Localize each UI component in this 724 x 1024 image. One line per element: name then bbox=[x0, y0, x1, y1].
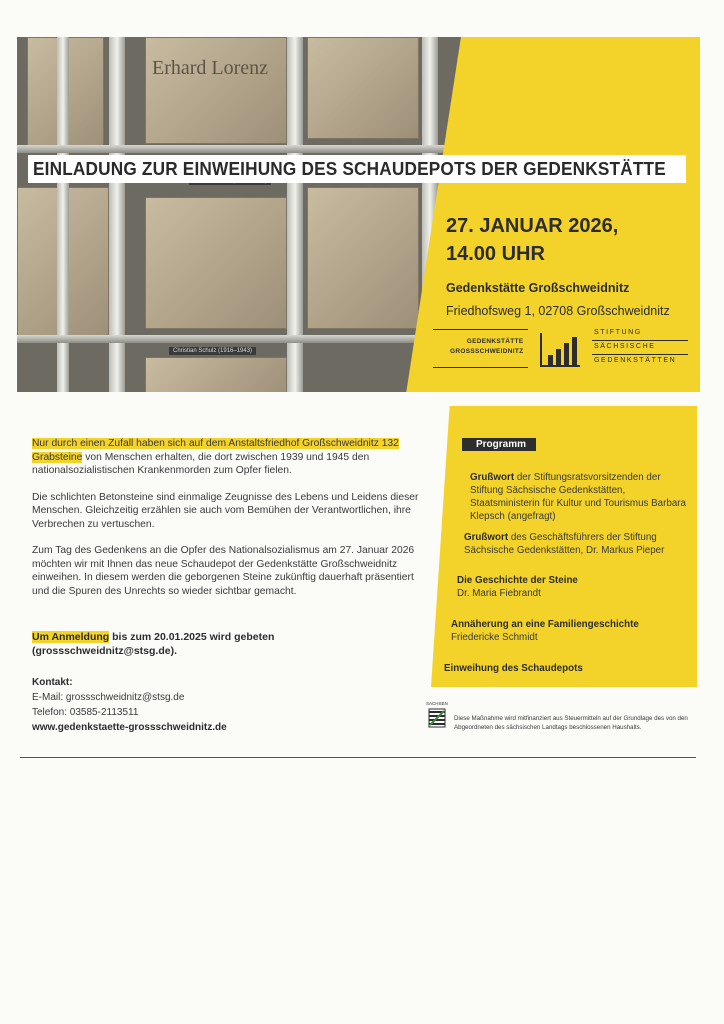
programm-label: Programm bbox=[462, 438, 536, 451]
event-date-block bbox=[446, 212, 618, 268]
intro-paragraph-3: Zum Tag des Gedenkens an die Opfer des Nationalsozialismus am 27. Januar 2026 möchten wir mit Ihnen das neue Schaudepot der Gedenkstätte Großschweidnitz einweihen. In diesem werden die geborgenen Steine zukünftig dauerhaft präsentiert und die Spuren des Unrechts so wieder sichtbar gemacht. bbox=[32, 545, 415, 597]
logo-text: SÄCHSISCHE bbox=[594, 343, 656, 350]
logo-text: GEDENKSTÄTTEN bbox=[594, 357, 677, 364]
registration-deadline: bis zum 20.01.2025 wird gebeten bbox=[109, 631, 275, 643]
programm-item bbox=[444, 662, 684, 675]
programm-item-title: Grußwort bbox=[464, 532, 509, 543]
programm-item-text: Friedericke Schmidt bbox=[451, 632, 538, 643]
event-time: 14.00 UHR bbox=[446, 243, 545, 265]
page-title: EINLADUNG ZUR EINWEIHUNG DES SCHAUDEPOTS DER GEDENKSTÄTTE bbox=[33, 158, 666, 179]
steel-rail bbox=[17, 145, 487, 153]
logo-text: GROSSSCHWEIDNITZ bbox=[450, 348, 524, 355]
bottom-divider bbox=[20, 757, 696, 758]
intro-highlight: Nur durch einen Zufall haben sich auf dem Anstaltsfriedhof Großschweidnitz 132 Grabsteine bbox=[32, 438, 399, 463]
logo-divider bbox=[433, 329, 528, 330]
logo-divider bbox=[433, 367, 528, 368]
programm-item bbox=[451, 618, 691, 644]
finance-note: Diese Maßnahme wird mitfinanziert aus Steuermitteln auf der Grundlage des von den Abgeordneten des sächsischen Landtags beschlossenen Haushalts. bbox=[454, 715, 688, 731]
contact-email[interactable]: E-Mail: grossschweidnitz@stsg.de bbox=[32, 692, 185, 703]
gravestone bbox=[145, 37, 287, 144]
programm-item-text: Dr. Maria Fiebrandt bbox=[457, 588, 541, 599]
gravestone bbox=[145, 197, 287, 329]
registration-email[interactable]: (grossschweidnitz@stsg.de). bbox=[32, 645, 178, 657]
programm-item-title: Die Geschichte der Steine bbox=[457, 575, 578, 586]
contact-heading: Kontakt: bbox=[32, 677, 73, 688]
stiftung-logo-icon bbox=[540, 333, 580, 367]
sachsen-label: SACHSEN bbox=[426, 701, 448, 706]
programm-item bbox=[457, 574, 687, 600]
programm-item-title: Grußwort bbox=[470, 472, 515, 483]
intro-text bbox=[32, 437, 422, 611]
stiftung-logo-text bbox=[594, 326, 676, 368]
programm-item-title: Einweihung des Schaudepots bbox=[444, 663, 583, 674]
logo-text: GEDENKSTÄTTE bbox=[466, 338, 524, 345]
venue-name: Gedenkstätte Großschweidnitz bbox=[446, 281, 630, 295]
logo-text: STIFTUNG bbox=[594, 329, 642, 336]
gravestone bbox=[307, 187, 419, 329]
contact-block bbox=[32, 675, 227, 735]
programm-item-text: des Geschäftsführers der Stiftung Sächsische Gedenkstätten, Dr. Markus Pieper bbox=[464, 532, 665, 556]
gedenkstaette-logo bbox=[450, 337, 523, 357]
gravestone bbox=[307, 37, 419, 139]
intro-paragraph-1 bbox=[32, 437, 422, 478]
intro-paragraph-2: Die schlichten Betonsteine sind einmalige Zeugnisse des Lebens und Leidens dieser Menschen. Gleichzeitig erzählen sie auch vom Bemühen der Verantwortlichen, ihre Verbrechen zu vertuschen. bbox=[32, 491, 419, 530]
programm-item bbox=[470, 471, 695, 523]
contact-phone: Telefon: 03585-2113511 bbox=[32, 707, 139, 718]
registration-note bbox=[32, 630, 422, 658]
programm-item-text: der Stiftungsratsvorsitzenden der Stiftung Sächsische Gedenkstätten, Staatsministerin für Kultur und Tourismus Barbara Klepsch (angefragt) bbox=[470, 472, 686, 522]
programm-item bbox=[464, 531, 694, 557]
registration-highlight: Um Anmeldung bbox=[32, 631, 110, 643]
stone-inscription: Erhard Lorenz bbox=[152, 57, 269, 79]
contact-website-link[interactable]: www.gedenkstaette-grossschweidnitz.de bbox=[32, 722, 227, 733]
name-plate: Christian Schulz (1916–1943) bbox=[169, 347, 256, 355]
venue-address: Friedhofsweg 1, 02708 Großschweidnitz bbox=[446, 304, 670, 318]
gravestone bbox=[145, 357, 287, 392]
programm-item-title: Annäherung an eine Familiengeschichte bbox=[451, 619, 639, 630]
intro-text-rest: von Menschen erhalten, die dort zwischen 1939 und 1945 den nationalsozialistischen Krankenmorden zum Opfer fielen. bbox=[32, 451, 370, 476]
event-date: 27. JANUAR 2026, bbox=[446, 215, 619, 237]
